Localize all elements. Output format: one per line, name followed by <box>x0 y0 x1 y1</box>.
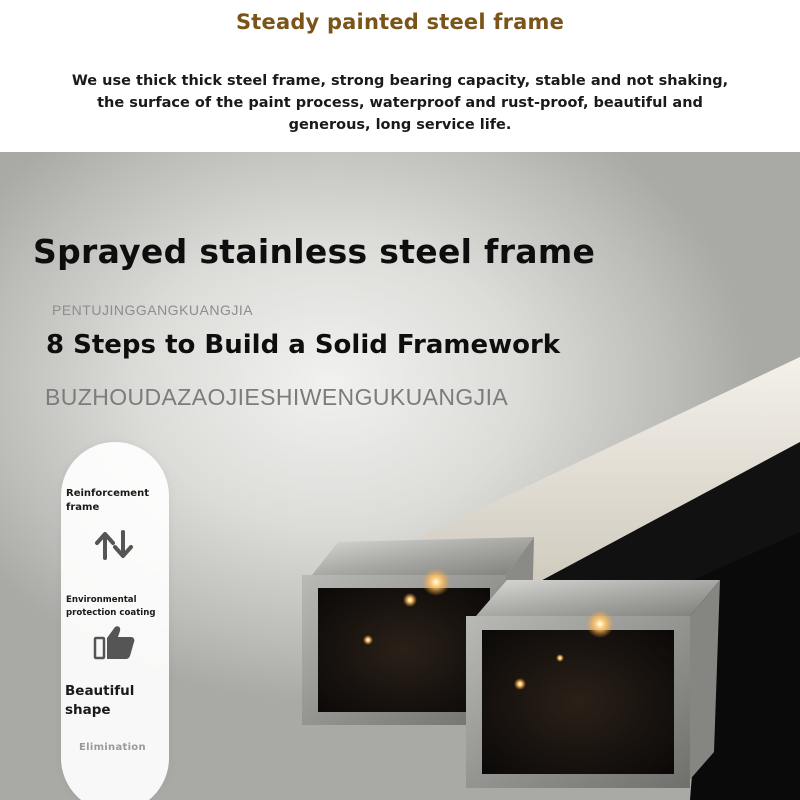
hero-pinyin-top: PENTUJINGGANGKUANGJIA <box>52 302 254 318</box>
feature-reinforcement-label: Reinforcement frame <box>66 488 149 513</box>
thumbs-up-icon <box>93 624 137 660</box>
feature-coating-label: Environmental protection coating <box>66 595 156 618</box>
header-description: We use thick thick steel frame, strong bearing capacity, stable and not shaking, the surface of the paint process, waterproof and rust-proof, beautiful and generous, long service life. <box>71 73 729 133</box>
header-title: Steady painted steel frame <box>235 10 565 34</box>
hero-subtitle: 8 Steps to Build a Solid Framework <box>46 330 561 360</box>
up-down-arrows-icon <box>94 530 136 560</box>
feature-elimination-label: Elimination <box>79 742 146 753</box>
hero-pinyin-bottom: BUZHOUDAZAOJIESHIWENGUKUANGJIA <box>45 384 509 410</box>
hero-title: Sprayed stainless steel frame <box>33 232 596 271</box>
feature-shape-label: Beautiful shape <box>65 683 135 718</box>
feature-card <box>61 442 169 800</box>
header-section <box>0 0 800 152</box>
product-photo-section <box>0 152 800 800</box>
